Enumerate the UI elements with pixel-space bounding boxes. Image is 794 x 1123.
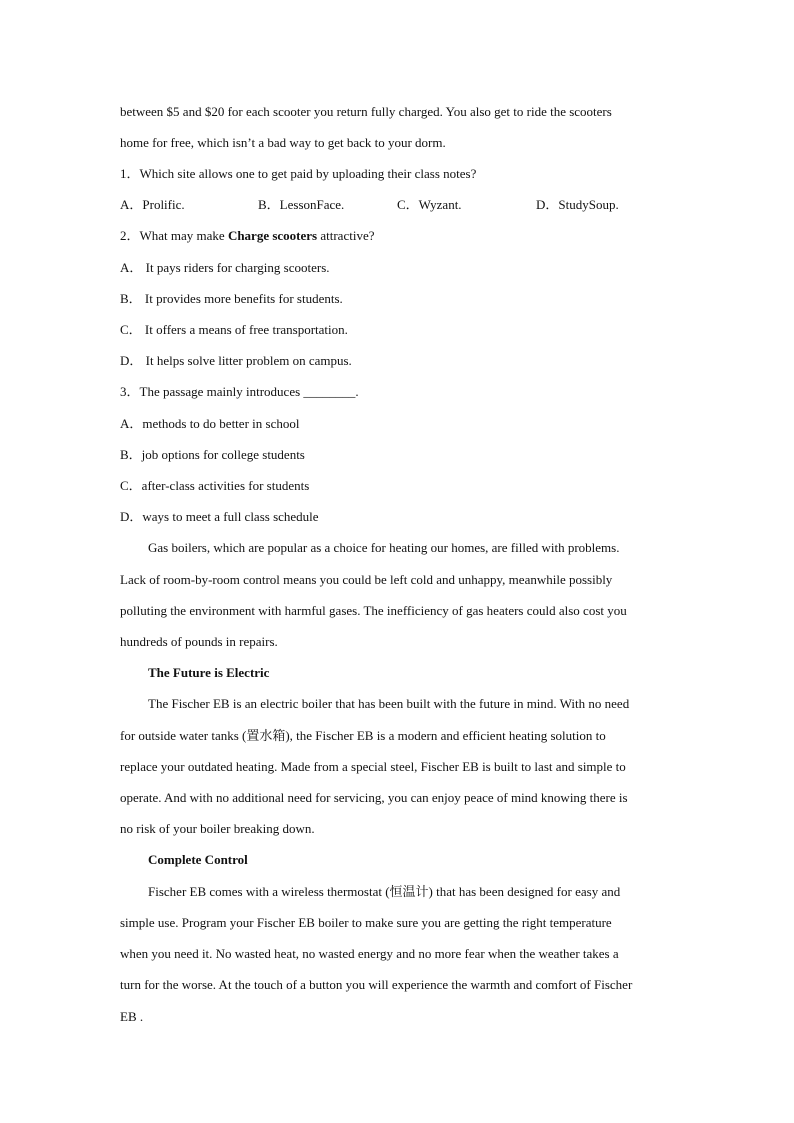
question-1-stem: 1．Which site allows one to get paid by uploading their class notes? [120, 166, 477, 181]
passage2-para2-line: EB . [120, 1009, 144, 1024]
question-2-option-d: D． It helps solve litter problem on campus. [120, 353, 352, 368]
question-3-option-d: D．ways to meet a full class schedule [120, 509, 319, 524]
question-1-option-b: B．LessonFace. [258, 197, 345, 212]
passage2-para1-line: The Fischer EB is an electric boiler that has been built with the future in mind. With no need [148, 696, 630, 711]
question-3-option-c: C．after-class activities for students [120, 478, 310, 493]
question-3-option-a: A．methods to do better in school [120, 416, 300, 431]
passage2-para1-line: no risk of your boiler breaking down. [120, 821, 315, 836]
passage2-para1-line: for outside water tanks (置水箱), the Fischer EB is a modern and efficient heating solution to [120, 728, 606, 743]
passage2-para2-line: simple use. Program your Fischer EB boiler to make sure you are getting the right temperature [120, 915, 612, 930]
passage2-intro-line: Gas boilers, which are popular as a choice for heating our homes, are filled with problems. [148, 540, 620, 555]
question-2-option-a: A． It pays riders for charging scooters. [120, 260, 330, 275]
question-2-stem-prefix: 2．What may make [120, 228, 228, 243]
question-2-stem-bold: Charge scooters [227, 228, 318, 243]
question-1-option-a: A．Prolific. [120, 197, 185, 212]
question-2-option-b: B． It provides more benefits for students. [120, 291, 343, 306]
passage-line: between $5 and $20 for each scooter you return fully charged. You also get to ride the scooters [120, 104, 612, 119]
section-heading-future-electric: The Future is Electric [148, 665, 270, 680]
passage2-para1-line: replace your outdated heating. Made from a special steel, Fischer EB is built to last and simple to [120, 759, 626, 774]
question-2-option-c: C． It offers a means of free transportation. [120, 322, 348, 337]
question-3-option-b: B．job options for college students [120, 447, 305, 462]
passage2-intro-line: polluting the environment with harmful gases. The inefficiency of gas heaters could also cost you [120, 603, 627, 618]
question-3-stem: 3．The passage mainly introduces ________. [120, 384, 359, 399]
question-2-stem-suffix: attractive? [317, 228, 375, 243]
passage2-para2-line: Fischer EB comes with a wireless thermostat (恒温计) that has been designed for easy and [148, 884, 621, 899]
passage-line: home for free, which isn’t a bad way to get back to your dorm. [120, 135, 446, 150]
passage2-para1-line: operate. And with no additional need for servicing, you can enjoy peace of mind knowing there is [120, 790, 628, 805]
question-2-stem [120, 227, 680, 245]
section-heading-complete-control: Complete Control [148, 852, 248, 867]
question-1-option-d: D．StudySoup. [536, 197, 619, 212]
passage2-para2-line: turn for the worse. At the touch of a button you will experience the warmth and comfort of Fischer [120, 977, 633, 992]
passage2-intro-line: Lack of room-by-room control means you could be left cold and unhappy, meanwhile possibly [120, 572, 613, 587]
passage2-intro-line: hundreds of pounds in repairs. [120, 634, 278, 649]
question-1-option-c: C．Wyzant. [397, 197, 462, 212]
passage2-para2-line: when you need it. No wasted heat, no wasted energy and no more fear when the weather takes a [120, 946, 619, 961]
